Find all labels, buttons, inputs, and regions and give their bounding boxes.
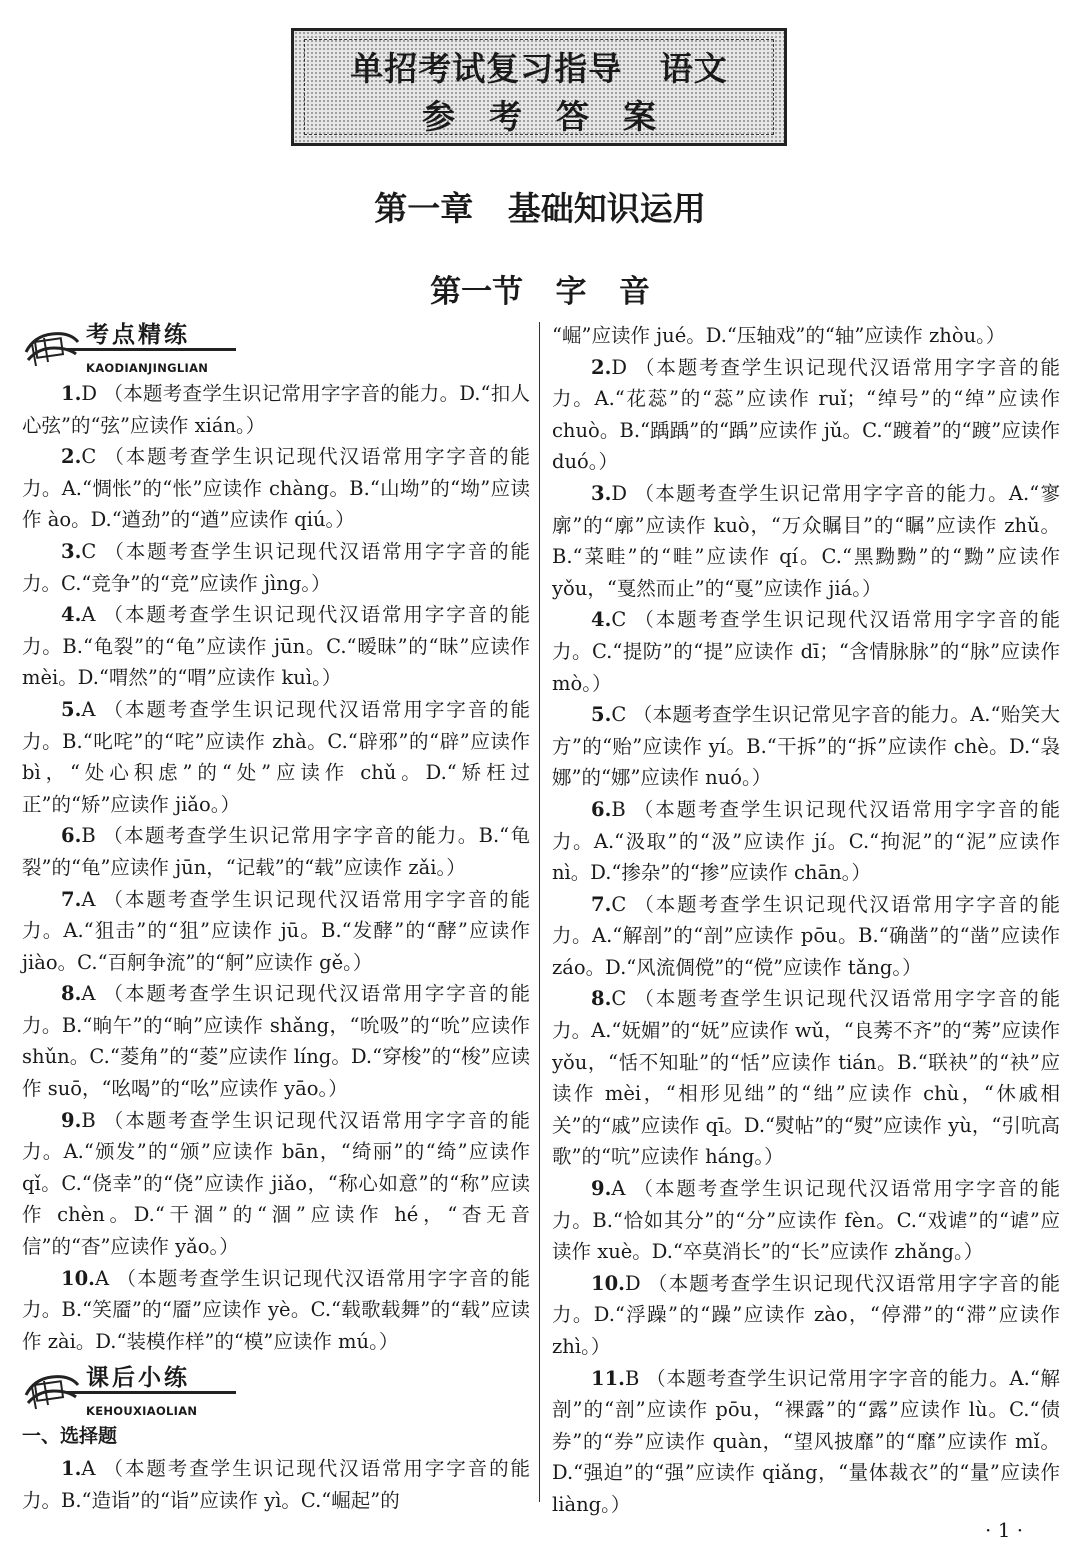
item-text: A （本题考查学生识记现代汉语常用字字音的能力。A.“狙击”的“狙”应读作 jū。B.“发酵”的“酵”应读作 jiào。C.“百舸争流”的“舸”应读作 gě。） <box>22 887 530 974</box>
item-text: D （本题考查学生识记常用字字音的能力。D.“扣人心弦”的“弦”应读作 xián。） <box>22 382 530 437</box>
section-heading: 考点精练 <box>86 322 190 348</box>
left-column <box>22 320 530 1516</box>
answer-item <box>552 1173 1060 1268</box>
item-text: D （本题考查学生识记常用字字音的能力。A.“寥廓”的“廓”应读作 kuò，“万众瞩目”的“瞩”应读作 zhǔ。B.“菜畦”的“畦”应读作 qí。C.“黑黝黝”的“黝”应读作 yǒu，“戛然而止”的“戛”应读作 jiá。） <box>552 481 1060 600</box>
item-text: C （本题考查学生识记现代汉语常用字字音的能力。A.“惆怅”的“怅”应读作 chàng。B.“山坳”的“坳”应读作 ào。D.“遒劲”的“遒”应读作 qiú。） <box>22 445 530 532</box>
answer-item <box>22 1105 530 1263</box>
item-text: A （本题考查学生识记现代汉语常用字字音的能力。B.“叱咤”的“咤”应读作 zhà。C.“辟邪”的“辟”应读作 bì，“处心积虑”的“处”应读作 chǔ。D.“矫枉过正”的“矫”应读作 jiǎo。） <box>22 697 530 816</box>
item-number: 7. <box>61 887 82 911</box>
book-icon <box>22 322 82 370</box>
section-title: 第一节 字 音 <box>430 274 650 310</box>
item-text: D （本题考查学生识记现代汉语常用字字音的能力。A.“花蕊”的“蕊”应读作 ruǐ；“绰号”的“绰”应读作 chuò。B.“踽踽”的“踽”应读作 jǔ。C.“踱着”的“踱”应读作 duó。） <box>552 355 1060 474</box>
item-text: A （本题考查学生识记现代汉语常用字字音的能力。B.“笑靥”的“靥”应读作 yè。C.“载歌载舞”的“载”应读作 zài。D.“装模作样”的“模”应读作 mú。） <box>22 1266 530 1353</box>
item-text: A （本题考查学生识记现代汉语常用字字音的能力。B.“恰如其分”的“分”应读作 fèn。C.“戏谑”的“谑”应读作 xuè。D.“卒莫消长”的“长”应读作 zhǎng。） <box>552 1177 1060 1264</box>
book-icon <box>22 1365 82 1413</box>
title-banner <box>291 28 787 146</box>
item-number: 2. <box>591 355 612 379</box>
item-number: 3. <box>591 481 612 505</box>
answer-item <box>552 1363 1060 1521</box>
item-text: B （本题考查学生识记常用字字音的能力。B.“龟裂”的“龟”应读作 jūn，“记载”的“载”应读作 zǎi。） <box>22 824 530 879</box>
item-number: 11. <box>591 1366 625 1390</box>
item-number: 1. <box>61 382 82 405</box>
answer-item <box>22 536 530 599</box>
item-text: B （本题考查学生识记现代汉语常用字字音的能力。A.“颁发”的“颁”应读作 bān，“绮丽”的“绮”应读作 qǐ。C.“侥幸”的“侥”应读作 jiǎo，“称心如意”的“称”应读作 chèn。D.“干涸”的“涸”应读作 hé，“杳无音信”的“杳”应读作 yǎo。） <box>22 1108 530 1259</box>
answer-item <box>22 1263 530 1358</box>
item-number: 3. <box>61 539 82 563</box>
section-heading-pinyin: KAODIANJINGLIAN <box>86 361 209 375</box>
right-column <box>552 320 1060 1521</box>
page-number: · 1 · <box>985 1518 1024 1542</box>
item-text: C （本题考查学生识记常见字音的能力。A.“贻笑大方”的“贻”应读作 yí。B.“干拆”的“拆”应读作 chè。D.“袅娜”的“娜”应读作 nuó。） <box>552 703 1060 790</box>
book-title: 单招考试复习指导 语文 <box>350 49 728 88</box>
item-number: 6. <box>591 797 612 821</box>
answer-item <box>22 884 530 979</box>
section-heading-pinyin: KEHOUXIAOLIAN <box>86 1404 198 1419</box>
item-number: 8. <box>591 987 612 1011</box>
answer-item <box>22 441 530 536</box>
answer-item <box>552 478 1060 604</box>
answer-item <box>22 694 530 820</box>
item-text: C （本题考查学生识记现代汉语常用字字音的能力。C.“竞争”的“竞”应读作 jìng。） <box>22 539 530 595</box>
chapter-title: 第一章 基础知识运用 <box>374 189 706 228</box>
item-text: A （本题考查学生识记现代汉语常用字字音的能力。B.“造诣”的“诣”应读作 yì。C.“崛起”的 <box>22 1457 530 1512</box>
answer-item <box>552 699 1060 794</box>
column-divider <box>539 322 540 1502</box>
item-number: 10. <box>61 1266 95 1290</box>
answer-item <box>552 983 1060 1173</box>
item-text: B （本题考查学生识记现代汉语常用字字音的能力。A.“汲取”的“汲”应读作 jí。C.“拘泥”的“泥”应读作 nì。D.“掺杂”的“掺”应读作 chān。） <box>552 797 1060 885</box>
item-text: C （本题考查学生识记现代汉语常用字字音的能力。A.“解剖”的“剖”应读作 pōu。B.“确凿”的“凿”应读作 záo。D.“风流倜傥”的“傥”应读作 tǎng。） <box>552 892 1060 979</box>
answer-item <box>552 1268 1060 1363</box>
item-number: 2. <box>61 445 82 469</box>
item-text: C （本题考查学生识记现代汉语常用字字音的能力。C.“提防”的“提”应读作 dī；“含情脉脉”的“脉”应读作 mò。） <box>552 608 1060 695</box>
item-number: 8. <box>61 982 82 1006</box>
answer-item <box>22 820 530 883</box>
item-number: 10. <box>591 1271 625 1295</box>
item-number: 6. <box>61 824 82 848</box>
answer-continuation: “崛”应读作 jué。D.“压轴戏”的“轴”应读作 zhòu。） <box>552 324 1006 347</box>
item-text: B （本题考查学生识记常用字字音的能力。A.“解剖”的“剖”应读作 pōu，“裸露”的“露”应读作 lù。C.“债券”的“券”应读作 quàn，“望风披靡”的“靡”应读作 mǐ。D.“强迫”的“强”应读作 qiǎng，“量体裁衣”的“量”应读作 liàng。） <box>552 1366 1060 1516</box>
item-number: 9. <box>61 1108 82 1132</box>
item-text: D （本题考查学生识记现代汉语常用字字音的能力。D.“浮躁”的“躁”应读作 zào，“停滞”的“滞”应读作 zhì。） <box>552 1271 1060 1358</box>
item-number: 5. <box>61 697 82 721</box>
question-type-heading: 一、选择题 <box>22 1425 118 1448</box>
answer-item <box>552 794 1060 889</box>
answer-item <box>22 599 530 694</box>
item-number: 7. <box>591 892 612 916</box>
section-header-kaodian <box>22 320 530 376</box>
answer-item <box>22 978 530 1104</box>
answer-item <box>22 1453 530 1516</box>
item-number: 4. <box>61 603 82 627</box>
answer-item <box>552 889 1060 984</box>
section-header-kehou <box>22 1363 530 1419</box>
item-number: 9. <box>591 1177 612 1201</box>
answer-item <box>22 378 530 441</box>
answer-item <box>552 352 1060 478</box>
item-number: 5. <box>591 703 612 727</box>
section-heading: 课后小练 <box>86 1365 190 1392</box>
item-number: 4. <box>591 608 612 632</box>
answer-key-title: 参考答案 <box>422 97 690 136</box>
item-number: 1. <box>61 1457 82 1480</box>
item-text: C （本题考查学生识记现代汉语常用字字音的能力。A.“妩媚”的“妩”应读作 wǔ，“良莠不齐”的“莠”应读作 yǒu，“恬不知耻”的“恬”应读作 tián。B.“联袂”的“袂”应读作 mèi，“相形见绌”的“绌”应读作 chù，“休戚相关”的“戚”应读作 qī。D.“熨帖”的“熨”应读作 yù，“引吭高歌”的“吭”应读作 háng。） <box>552 987 1060 1169</box>
item-text: A （本题考查学生识记现代汉语常用字字音的能力。B.“晌午”的“晌”应读作 shǎng，“吮吸”的“吮”应读作 shǔn。C.“菱角”的“菱”应读作 líng。D.“穿梭”的“梭”应读作 suō，“吆喝”的“吆”应读作 yāo。） <box>22 982 530 1101</box>
answer-item <box>552 604 1060 699</box>
item-text: A （本题考查学生识记现代汉语常用字字音的能力。B.“龟裂”的“龟”应读作 jūn。C.“暧昧”的“昧”应读作 mèi。D.“喟然”的“喟”应读作 kuì。） <box>22 603 530 690</box>
